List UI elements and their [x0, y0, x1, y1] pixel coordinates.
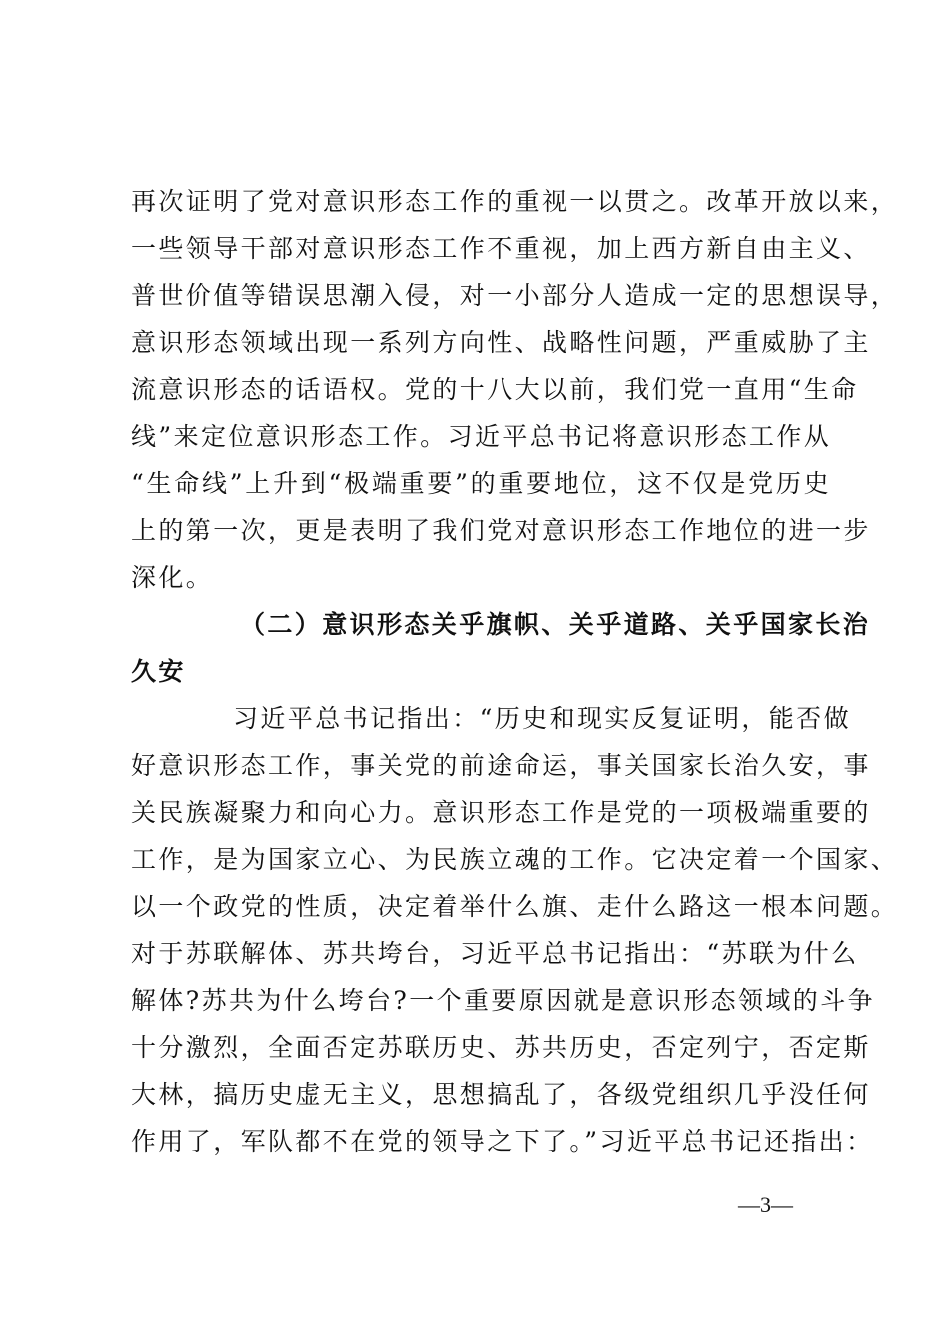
paragraph-1-line-6: 线”来定位意识形态工作。习近平总书记将意识形态工作从 — [131, 422, 832, 451]
paragraph-3-line-2: 好意识形态工作，事关党的前途命运，事关国家长治久安，事 — [131, 751, 871, 780]
paragraph-3-line-7: 解体?苏共为什么垮台?一个重要原因就是意识形态领域的斗争 — [131, 986, 876, 1015]
paragraph-1-line-1: 再次证明了党对意识形态工作的重视一以贯之。改革开放以来， — [131, 187, 899, 216]
paragraph-3-line-3: 关民族凝聚力和向心力。意识形态工作是党的一项极端重要的 — [131, 798, 871, 827]
paragraph-3-line-8: 十分激烈，全面否定苏联历史、苏共历史，否定列宁，否定斯 — [131, 1033, 871, 1062]
paragraph-1-line-7: “生命线”上升到“极端重要”的重要地位，这不仅是党历史 — [131, 469, 831, 498]
section-heading-line-1: （二）意识形态关乎旗帜、关乎道路、关乎国家长治 — [240, 610, 871, 639]
paragraph-3-line-5: 以一个政党的性质，决定着举什么旗、走什么路这一根本问题。 — [131, 892, 899, 921]
paragraph-1-line-9: 深化。 — [131, 563, 214, 592]
paragraph-3-line-6: 对于苏联解体、苏共垮台，习近平总书记指出：“苏联为什么 — [131, 939, 859, 968]
paragraph-1-line-5: 流意识形态的话语权。党的十八大以前，我们党一直用“生命 — [131, 375, 859, 404]
section-heading-line-2: 久安 — [131, 657, 186, 686]
paragraph-1-line-8: 上的第一次，更是表明了我们党对意识形态工作地位的进一步 — [131, 516, 871, 545]
paragraph-3-line-9: 大林，搞历史虚无主义，思想搞乱了，各级党组织几乎没任何 — [131, 1080, 871, 1109]
page-number: —3— — [738, 1192, 793, 1217]
paragraph-3-line-1: 习近平总书记指出：“历史和现实反复证明，能否做 — [233, 704, 851, 733]
paragraph-1-line-3: 普世价值等错误思潮入侵，对一小部分人造成一定的思想误导， — [131, 281, 899, 310]
paragraph-1-line-2: 一些领导干部对意识形态工作不重视，加上西方新自由主义、 — [131, 234, 871, 263]
paragraph-3-line-10: 作用了，军队都不在党的领导之下了。”习近平总书记还指出： — [131, 1127, 874, 1156]
paragraph-1-line-4: 意识形态领域出现一系列方向性、战略性问题，严重威胁了主 — [131, 328, 871, 357]
paragraph-3-line-4: 工作，是为国家立心、为民族立魂的工作。它决定着一个国家、 — [131, 845, 899, 874]
